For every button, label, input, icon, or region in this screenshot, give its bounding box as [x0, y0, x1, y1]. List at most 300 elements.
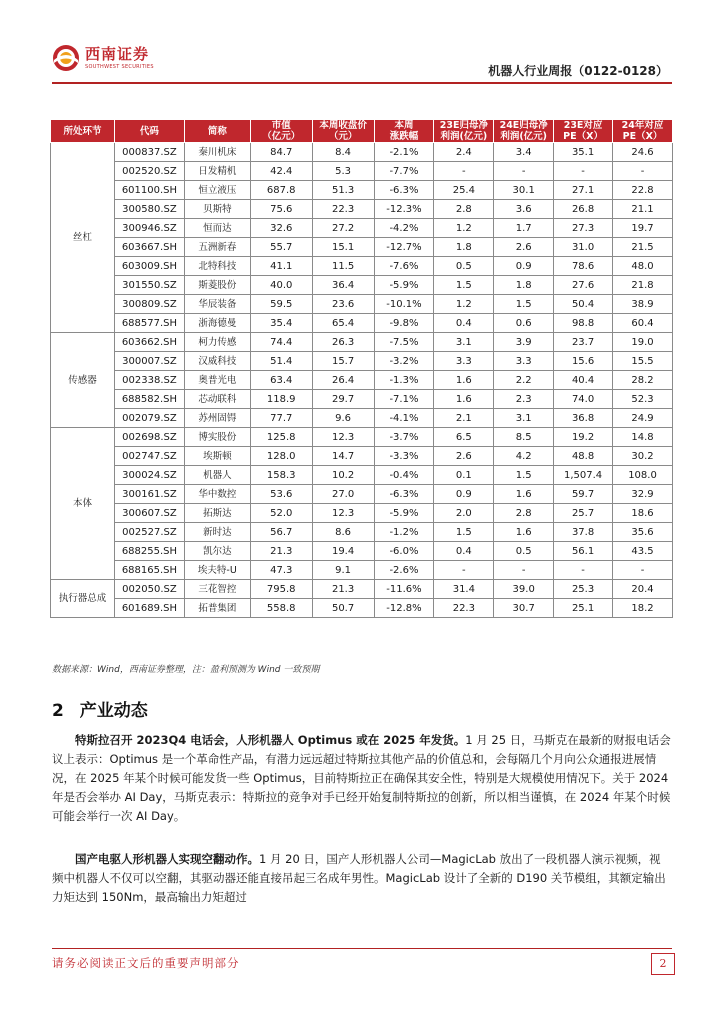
value-cell: 23.6	[312, 295, 374, 314]
stock-name-cell: 恒而达	[184, 219, 250, 238]
value-cell: 21.3	[250, 542, 312, 561]
stock-name-cell: 柯力传感	[184, 333, 250, 352]
stock-code-cell: 601100.SH	[114, 181, 184, 200]
value-cell: -5.9%	[374, 276, 434, 295]
table-row	[51, 409, 673, 428]
data-source-note: 数据来源：Wind，西南证券整理，注：盈利预测为 Wind 一致预期	[52, 665, 320, 675]
value-cell: 0.4	[434, 542, 494, 561]
value-cell: -1.2%	[374, 523, 434, 542]
value-cell: 40.0	[250, 276, 312, 295]
value-cell: 21.1	[613, 200, 673, 219]
column-header-line: 本周收盘价	[319, 120, 367, 131]
value-cell: -2.1%	[374, 143, 434, 162]
column-header	[312, 120, 374, 143]
stock-name-cell: 机器人	[184, 466, 250, 485]
stock-name-cell: 拓普集团	[184, 599, 250, 618]
column-header	[114, 120, 184, 143]
value-cell: 24.6	[613, 143, 673, 162]
value-cell: -0.4%	[374, 466, 434, 485]
column-header	[554, 120, 613, 143]
column-header-line: PE（X）	[622, 131, 663, 142]
value-cell: 56.7	[250, 523, 312, 542]
value-cell: -7.1%	[374, 390, 434, 409]
value-cell: 1.6	[494, 523, 554, 542]
section-number: 2	[52, 701, 64, 721]
paragraph-body: 1 月 20 日，国产人形机器人公司—MagicLab 放出了一段机器人演示视频，视频中机器人不仅可以空翻，其驱动器还能直接吊起三名成年男性。MagicLab 设计了全新的 D190 关节模组，其额定输出力矩达到 150Nm，最高输出力矩超过	[52, 852, 666, 904]
value-cell: 24.9	[613, 409, 673, 428]
value-cell: 5.3	[312, 162, 374, 181]
value-cell: 0.1	[434, 466, 494, 485]
page-number: 2	[651, 953, 675, 975]
stock-name-cell: 汉威科技	[184, 352, 250, 371]
value-cell: -	[554, 162, 613, 181]
value-cell: 40.4	[554, 371, 613, 390]
value-cell: 26.4	[312, 371, 374, 390]
value-cell: 3.6	[494, 200, 554, 219]
value-cell: 1.6	[494, 485, 554, 504]
table-row	[51, 447, 673, 466]
value-cell: 15.5	[613, 352, 673, 371]
column-header-line: 利润(亿元)	[500, 131, 548, 142]
value-cell: 0.5	[434, 257, 494, 276]
value-cell: 1.7	[494, 219, 554, 238]
stock-name-cell: 日发精机	[184, 162, 250, 181]
segment-cell: 本体	[51, 428, 115, 580]
column-header-line: 简称	[207, 125, 227, 137]
value-cell: -7.7%	[374, 162, 434, 181]
value-cell: 2.8	[434, 200, 494, 219]
table-row	[51, 390, 673, 409]
value-cell: 19.7	[613, 219, 673, 238]
value-cell: 25.3	[554, 580, 613, 599]
stock-name-cell: 秦川机床	[184, 143, 250, 162]
stock-name-cell: 恒立液压	[184, 181, 250, 200]
stock-code-cell: 603667.SH	[114, 238, 184, 257]
value-cell: 21.5	[613, 238, 673, 257]
logo-name-cn: 西南证券	[85, 45, 150, 63]
column-header-line: 所处环节	[63, 125, 102, 137]
value-cell: 84.7	[250, 143, 312, 162]
column-header-line: （元）	[328, 131, 358, 142]
paragraph-body: 1 月 25 日，马斯克在最新的财报电话会议上表示：Optimus 是一个革命性产品，有潜力远远超过特斯拉其他产品的价值总和，会每隔几个月向公众通报进展情况，在 2025 年某个时候可能发货一些 Optimus，目前特斯拉正在确保其安全性，特别是大规模使用情况下。关于 2024 年是否会举办 AI Day，马斯克表示：特斯拉的竞争对手已经开始复制特斯拉的创新，所以相当谨慎，在 2024 年某个时候可能会举行一次 AI Day。	[52, 733, 671, 823]
stock-name-cell: 奥普光电	[184, 371, 250, 390]
value-cell: 37.8	[554, 523, 613, 542]
value-cell: 77.7	[250, 409, 312, 428]
table-row	[51, 162, 673, 181]
value-cell: -	[494, 162, 554, 181]
value-cell: 38.9	[613, 295, 673, 314]
stock-name-cell: 华中数控	[184, 485, 250, 504]
value-cell: -6.0%	[374, 542, 434, 561]
value-cell: 21.3	[312, 580, 374, 599]
table-row	[51, 352, 673, 371]
stock-code-cell: 002698.SZ	[114, 428, 184, 447]
value-cell: 8.5	[494, 428, 554, 447]
stock-name-cell: 凯尔达	[184, 542, 250, 561]
value-cell: 1.2	[434, 295, 494, 314]
value-cell: 2.0	[434, 504, 494, 523]
table-row	[51, 561, 673, 580]
stock-code-cell: 000837.SZ	[114, 143, 184, 162]
column-header	[494, 120, 554, 143]
value-cell: -7.5%	[374, 333, 434, 352]
value-cell: 43.5	[613, 542, 673, 561]
paragraph-tesla	[52, 731, 672, 826]
value-cell: 52.0	[250, 504, 312, 523]
value-cell: 1.8	[494, 276, 554, 295]
stock-code-cell: 603662.SH	[114, 333, 184, 352]
stock-code-cell: 002527.SZ	[114, 523, 184, 542]
stock-name-cell: 三花智控	[184, 580, 250, 599]
value-cell: 22.8	[613, 181, 673, 200]
table-row	[51, 314, 673, 333]
stock-code-cell: 300809.SZ	[114, 295, 184, 314]
column-header	[374, 120, 434, 143]
disclaimer-note: 请务必阅读正文后的重要声明部分	[52, 956, 240, 970]
value-cell: 118.9	[250, 390, 312, 409]
value-cell: 31.0	[554, 238, 613, 257]
report-title: 机器人行业周报（0122-0128）	[488, 64, 668, 78]
table-row	[51, 485, 673, 504]
value-cell: 78.6	[554, 257, 613, 276]
stock-code-cell: 002338.SZ	[114, 371, 184, 390]
value-cell: 30.2	[613, 447, 673, 466]
value-cell: -11.6%	[374, 580, 434, 599]
value-cell: 2.3	[494, 390, 554, 409]
value-cell: 25.4	[434, 181, 494, 200]
section-title: 产业动态	[79, 701, 148, 721]
value-cell: 3.3	[434, 352, 494, 371]
table-row	[51, 333, 673, 352]
table-row	[51, 599, 673, 618]
value-cell: -10.1%	[374, 295, 434, 314]
value-cell: 2.6	[494, 238, 554, 257]
value-cell: 48.0	[613, 257, 673, 276]
value-cell: -6.3%	[374, 485, 434, 504]
value-cell: 27.6	[554, 276, 613, 295]
value-cell: 65.4	[312, 314, 374, 333]
value-cell: 48.8	[554, 447, 613, 466]
value-cell: -	[554, 561, 613, 580]
stock-code-cell: 002050.SZ	[114, 580, 184, 599]
value-cell: 75.6	[250, 200, 312, 219]
table-row	[51, 371, 673, 390]
table-row	[51, 295, 673, 314]
value-cell: 128.0	[250, 447, 312, 466]
value-cell: 1.5	[434, 276, 494, 295]
stock-name-cell: 拓斯达	[184, 504, 250, 523]
value-cell: 15.7	[312, 352, 374, 371]
value-cell: 26.8	[554, 200, 613, 219]
segment-cell: 传感器	[51, 333, 115, 428]
value-cell: 21.8	[613, 276, 673, 295]
value-cell: -12.8%	[374, 599, 434, 618]
value-cell: 1.5	[494, 295, 554, 314]
value-cell: -1.3%	[374, 371, 434, 390]
value-cell: 98.8	[554, 314, 613, 333]
value-cell: 0.9	[494, 257, 554, 276]
table-row	[51, 523, 673, 542]
value-cell: -	[434, 162, 494, 181]
value-cell: 3.1	[494, 409, 554, 428]
table-row	[51, 466, 673, 485]
value-cell: 59.5	[250, 295, 312, 314]
stock-code-cell: 601689.SH	[114, 599, 184, 618]
footer-divider	[52, 948, 672, 949]
value-cell: 6.5	[434, 428, 494, 447]
value-cell: 2.4	[434, 143, 494, 162]
value-cell: 3.9	[494, 333, 554, 352]
value-cell: 9.6	[312, 409, 374, 428]
logo-name-en: SOUTHWEST SECURITIES	[85, 64, 154, 70]
column-header	[184, 120, 250, 143]
table-row	[51, 542, 673, 561]
value-cell: 63.4	[250, 371, 312, 390]
table-body	[51, 143, 673, 618]
value-cell: -2.6%	[374, 561, 434, 580]
value-cell: 1.5	[434, 523, 494, 542]
stock-code-cell: 301550.SZ	[114, 276, 184, 295]
value-cell: 27.2	[312, 219, 374, 238]
value-cell: -5.9%	[374, 504, 434, 523]
section-heading	[52, 696, 148, 721]
value-cell: 27.1	[554, 181, 613, 200]
column-header-line: 24年对应	[621, 120, 664, 131]
value-cell: 558.8	[250, 599, 312, 618]
stock-code-cell: 002520.SZ	[114, 162, 184, 181]
value-cell: 36.4	[312, 276, 374, 295]
table-row	[51, 580, 673, 599]
header-divider	[52, 82, 672, 84]
value-cell: 12.3	[312, 504, 374, 523]
value-cell: 22.3	[434, 599, 494, 618]
value-cell: 14.8	[613, 428, 673, 447]
column-header-line: （亿元）	[262, 131, 301, 142]
value-cell: 108.0	[613, 466, 673, 485]
column-header-line: 本周	[394, 120, 414, 131]
value-cell: 0.9	[434, 485, 494, 504]
stock-code-cell: 300946.SZ	[114, 219, 184, 238]
value-cell: 10.2	[312, 466, 374, 485]
value-cell: 14.7	[312, 447, 374, 466]
value-cell: 30.1	[494, 181, 554, 200]
table-row	[51, 181, 673, 200]
value-cell: -	[494, 561, 554, 580]
column-header-line: 代码	[139, 125, 159, 137]
stock-name-cell: 华辰装备	[184, 295, 250, 314]
value-cell: 59.7	[554, 485, 613, 504]
value-cell: 19.0	[613, 333, 673, 352]
stock-valuation-table	[50, 119, 673, 618]
value-cell: 60.4	[613, 314, 673, 333]
column-header-line: 23E归母净	[439, 120, 488, 131]
value-cell: -4.2%	[374, 219, 434, 238]
value-cell: 9.1	[312, 561, 374, 580]
value-cell: 18.2	[613, 599, 673, 618]
table-row	[51, 257, 673, 276]
value-cell: 56.1	[554, 542, 613, 561]
stock-code-cell: 688582.SH	[114, 390, 184, 409]
value-cell: 35.4	[250, 314, 312, 333]
value-cell: 12.3	[312, 428, 374, 447]
value-cell: 3.1	[434, 333, 494, 352]
stock-code-cell: 002747.SZ	[114, 447, 184, 466]
value-cell: -7.6%	[374, 257, 434, 276]
value-cell: 687.8	[250, 181, 312, 200]
column-header-line: 23E对应	[563, 120, 603, 131]
paragraph-lead: 特斯拉召开 2023Q4 电话会，人形机器人 Optimus 或在 2025 年发货。	[75, 733, 466, 747]
value-cell: -4.1%	[374, 409, 434, 428]
value-cell: 27.3	[554, 219, 613, 238]
value-cell: -	[613, 561, 673, 580]
table-row	[51, 143, 673, 162]
value-cell: 1,507.4	[554, 466, 613, 485]
column-header	[51, 120, 115, 143]
value-cell: 25.7	[554, 504, 613, 523]
value-cell: 25.1	[554, 599, 613, 618]
stock-code-cell: 603009.SH	[114, 257, 184, 276]
value-cell: 42.4	[250, 162, 312, 181]
value-cell: 50.4	[554, 295, 613, 314]
stock-name-cell: 苏州固锝	[184, 409, 250, 428]
logo-emblem-icon	[52, 44, 80, 72]
value-cell: 26.3	[312, 333, 374, 352]
stock-name-cell: 北特科技	[184, 257, 250, 276]
value-cell: 74.0	[554, 390, 613, 409]
value-cell: 53.6	[250, 485, 312, 504]
value-cell: 31.4	[434, 580, 494, 599]
stock-code-cell: 300161.SZ	[114, 485, 184, 504]
value-cell: 2.6	[434, 447, 494, 466]
stock-code-cell: 300607.SZ	[114, 504, 184, 523]
value-cell: 1.6	[434, 371, 494, 390]
value-cell: 2.8	[494, 504, 554, 523]
segment-cell: 丝杠	[51, 143, 115, 333]
column-header-line: 市值	[271, 120, 291, 131]
table-row	[51, 219, 673, 238]
column-header	[250, 120, 312, 143]
value-cell: -6.3%	[374, 181, 434, 200]
value-cell: 795.8	[250, 580, 312, 599]
column-header-line: 利润(亿元)	[440, 131, 488, 142]
value-cell: 0.5	[494, 542, 554, 561]
value-cell: 35.6	[613, 523, 673, 542]
value-cell: -3.3%	[374, 447, 434, 466]
stock-name-cell: 斯菱股份	[184, 276, 250, 295]
stock-name-cell: 新时达	[184, 523, 250, 542]
column-header	[434, 120, 494, 143]
table-row	[51, 200, 673, 219]
stock-name-cell: 博实股份	[184, 428, 250, 447]
stock-name-cell: 芯动联科	[184, 390, 250, 409]
stock-code-cell: 300580.SZ	[114, 200, 184, 219]
value-cell: 158.3	[250, 466, 312, 485]
value-cell: 2.2	[494, 371, 554, 390]
value-cell: 32.9	[613, 485, 673, 504]
value-cell: 0.6	[494, 314, 554, 333]
stock-name-cell: 浙海德曼	[184, 314, 250, 333]
column-header-line: PE（X）	[563, 131, 603, 142]
value-cell: 41.1	[250, 257, 312, 276]
value-cell: 1.2	[434, 219, 494, 238]
value-cell: 19.2	[554, 428, 613, 447]
value-cell: 47.3	[250, 561, 312, 580]
value-cell: 8.6	[312, 523, 374, 542]
value-cell: -	[613, 162, 673, 181]
stock-code-cell: 300024.SZ	[114, 466, 184, 485]
value-cell: 8.4	[312, 143, 374, 162]
value-cell: 20.4	[613, 580, 673, 599]
stock-code-cell: 688577.SH	[114, 314, 184, 333]
value-cell: 74.4	[250, 333, 312, 352]
value-cell: 1.5	[494, 466, 554, 485]
stock-name-cell: 贝斯特	[184, 200, 250, 219]
value-cell: 51.3	[312, 181, 374, 200]
value-cell: 36.8	[554, 409, 613, 428]
value-cell: 28.2	[613, 371, 673, 390]
value-cell: 29.7	[312, 390, 374, 409]
value-cell: -3.7%	[374, 428, 434, 447]
paragraph-magiclab	[52, 850, 672, 907]
stock-code-cell: 300007.SZ	[114, 352, 184, 371]
stock-name-cell: 埃斯顿	[184, 447, 250, 466]
column-header	[613, 120, 673, 143]
table-row	[51, 428, 673, 447]
segment-cell: 执行器总成	[51, 580, 115, 618]
stock-code-cell: 002079.SZ	[114, 409, 184, 428]
column-header-line: 涨跌幅	[389, 131, 419, 142]
value-cell: 11.5	[312, 257, 374, 276]
value-cell: 52.3	[613, 390, 673, 409]
value-cell: 51.4	[250, 352, 312, 371]
value-cell: 23.7	[554, 333, 613, 352]
stock-name-cell: 埃夫特-U	[184, 561, 250, 580]
stock-name-cell: 五洲新春	[184, 238, 250, 257]
value-cell: 50.7	[312, 599, 374, 618]
value-cell: 32.6	[250, 219, 312, 238]
value-cell: 30.7	[494, 599, 554, 618]
value-cell: 3.4	[494, 143, 554, 162]
table-row	[51, 238, 673, 257]
value-cell: -	[434, 561, 494, 580]
stock-code-cell: 688255.SH	[114, 542, 184, 561]
value-cell: 0.4	[434, 314, 494, 333]
value-cell: 27.0	[312, 485, 374, 504]
value-cell: 2.1	[434, 409, 494, 428]
table-header-row	[51, 120, 673, 143]
value-cell: -12.3%	[374, 200, 434, 219]
value-cell: 55.7	[250, 238, 312, 257]
company-logo	[52, 44, 154, 72]
value-cell: 22.3	[312, 200, 374, 219]
value-cell: -9.8%	[374, 314, 434, 333]
value-cell: 3.3	[494, 352, 554, 371]
value-cell: 1.8	[434, 238, 494, 257]
value-cell: 4.2	[494, 447, 554, 466]
stock-code-cell: 688165.SH	[114, 561, 184, 580]
value-cell: 19.4	[312, 542, 374, 561]
value-cell: 15.6	[554, 352, 613, 371]
table-row	[51, 276, 673, 295]
value-cell: 1.6	[434, 390, 494, 409]
value-cell: 125.8	[250, 428, 312, 447]
value-cell: 18.6	[613, 504, 673, 523]
value-cell: 39.0	[494, 580, 554, 599]
paragraph-lead: 国产电驱人形机器人实现空翻动作。	[75, 852, 259, 866]
value-cell: 15.1	[312, 238, 374, 257]
value-cell: 35.1	[554, 143, 613, 162]
value-cell: -3.2%	[374, 352, 434, 371]
